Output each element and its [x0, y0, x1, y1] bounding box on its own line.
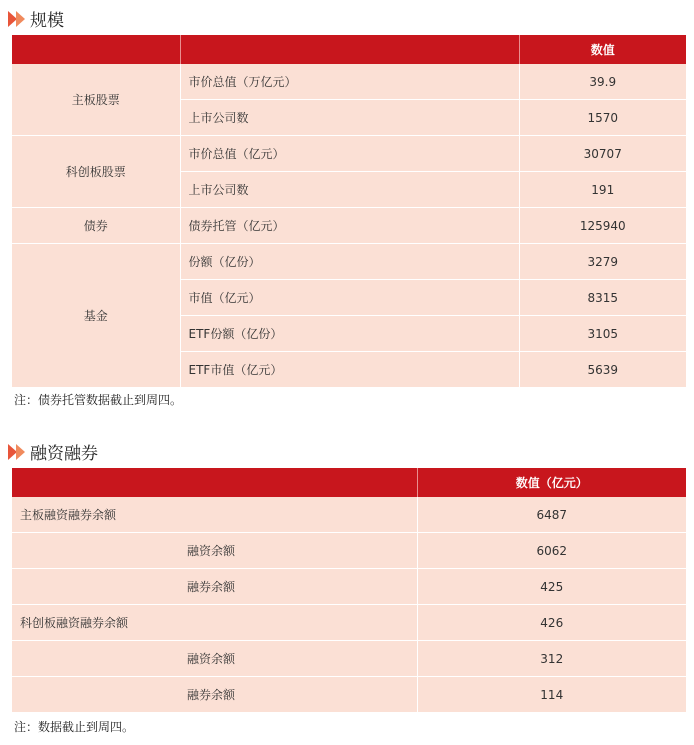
- scale-table: [12, 35, 686, 388]
- row-label: 融券余额: [12, 677, 417, 713]
- section-title-text: 规模: [30, 11, 64, 31]
- row-label: 主板融资融券余额: [12, 497, 417, 533]
- footnote-scale: 注：债券托管数据截止到周四。: [14, 393, 183, 407]
- row-label: 科创板融资融券余额: [12, 605, 417, 641]
- footnote-margin: 注：数据截止到周四。: [14, 720, 135, 734]
- header-cell: [180, 35, 519, 64]
- row-value: 6487: [417, 497, 686, 533]
- row-value: 425: [417, 569, 686, 605]
- double-arrow-icon: [8, 11, 24, 27]
- header-cell: [12, 35, 180, 64]
- metric-value: 1570: [519, 100, 686, 136]
- group-label: 科创板股票: [12, 136, 180, 208]
- table-row: [12, 497, 686, 533]
- table-row: [12, 244, 686, 280]
- section-title-margin: [8, 439, 98, 464]
- row-label: 融资余额: [12, 641, 417, 677]
- row-value: 6062: [417, 533, 686, 569]
- metric-value: 191: [519, 172, 686, 208]
- metric-label: 市值（亿元）: [180, 280, 519, 316]
- row-label: 融券余额: [12, 569, 417, 605]
- metric-label: 市价总值（万亿元）: [180, 64, 519, 100]
- row-value: 312: [417, 641, 686, 677]
- metric-value: 39.9: [519, 64, 686, 100]
- table-row: [12, 208, 686, 244]
- section-title-text: 融资融券: [30, 444, 98, 464]
- table-row: [12, 64, 686, 100]
- margin-table: [12, 468, 686, 713]
- metric-value: 125940: [519, 208, 686, 244]
- section-title-scale: [8, 6, 64, 31]
- metric-label: ETF市值（亿元）: [180, 352, 519, 388]
- metric-value: 3279: [519, 244, 686, 280]
- metric-label: 债券托管（亿元）: [180, 208, 519, 244]
- table-row: [12, 136, 686, 172]
- metric-label: 上市公司数: [180, 172, 519, 208]
- metric-value: 30707: [519, 136, 686, 172]
- double-arrow-icon: [8, 444, 24, 460]
- table-row: [12, 605, 686, 641]
- header-cell-value: 数值（亿元）: [417, 468, 686, 497]
- group-label: 主板股票: [12, 64, 180, 136]
- metric-label: 上市公司数: [180, 100, 519, 136]
- metric-label: 市价总值（亿元）: [180, 136, 519, 172]
- metric-label: ETF份额（亿份）: [180, 316, 519, 352]
- row-value: 426: [417, 605, 686, 641]
- table-header-row: [12, 35, 686, 64]
- header-cell-value: 数值: [519, 35, 686, 64]
- header-cell: [12, 468, 417, 497]
- metric-value: 5639: [519, 352, 686, 388]
- table-row: [12, 641, 686, 677]
- metric-value: 8315: [519, 280, 686, 316]
- row-label: 融资余额: [12, 533, 417, 569]
- table-row: [12, 677, 686, 713]
- group-label: 债券: [12, 208, 180, 244]
- metric-value: 3105: [519, 316, 686, 352]
- table-row: [12, 533, 686, 569]
- group-label: 基金: [12, 244, 180, 388]
- row-value: 114: [417, 677, 686, 713]
- metric-label: 份额（亿份）: [180, 244, 519, 280]
- table-header-row: [12, 468, 686, 497]
- table-row: [12, 569, 686, 605]
